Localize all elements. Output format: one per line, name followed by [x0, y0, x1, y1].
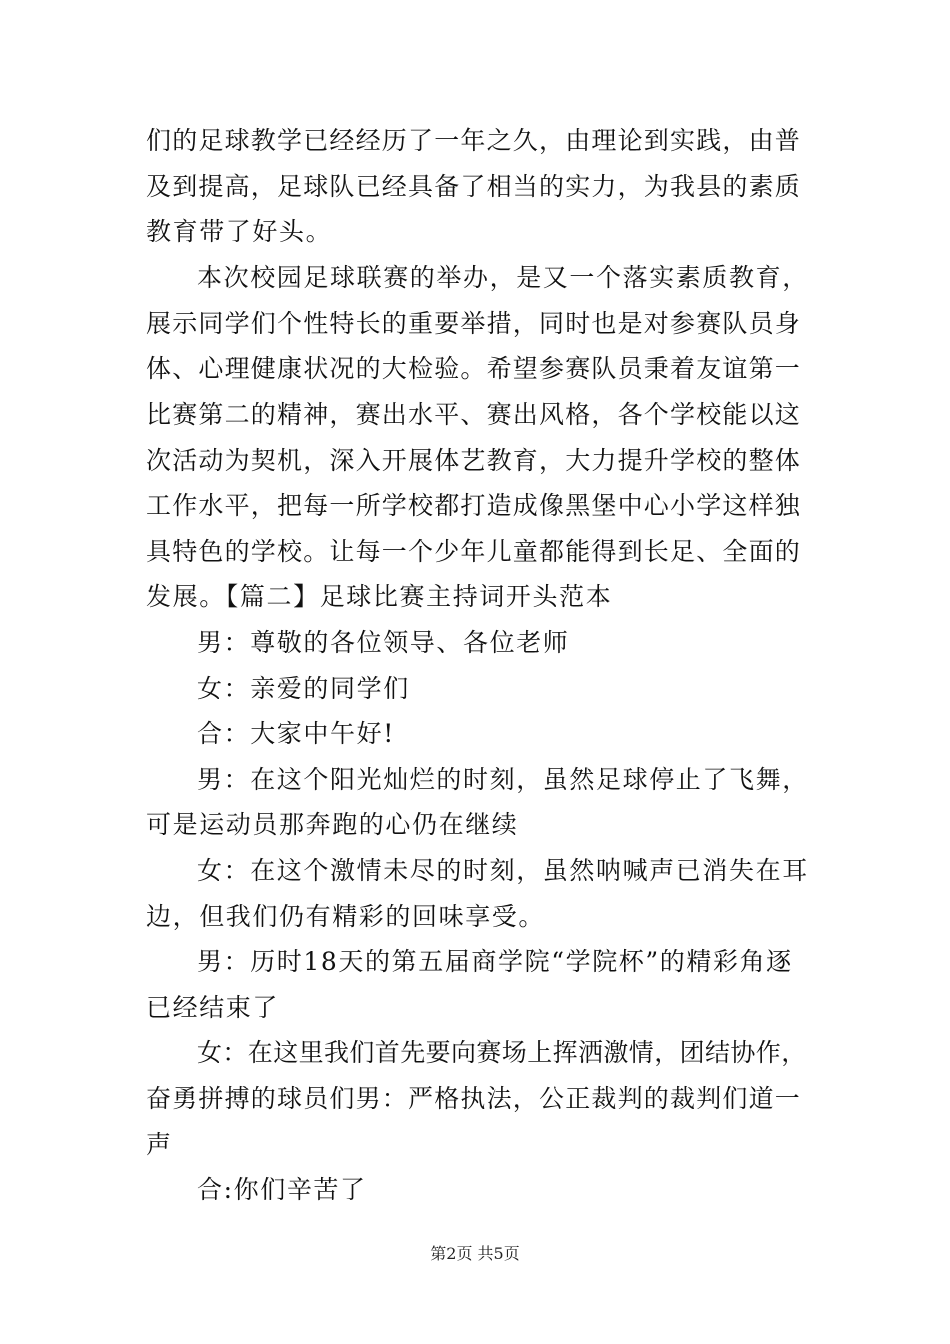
text-line: 及到提高，足球队已经具备了相当的实力，为我县的素质	[146, 172, 802, 201]
text-line: 男：尊敬的各位领导、各位老师	[197, 628, 570, 657]
text-line: 男：在这个阳光灿烂的时刻，虽然足球停止了飞舞，	[197, 765, 809, 794]
page-number-footer: 第2页 共5页	[430, 1244, 520, 1263]
text-line: 比赛第二的精神，赛出水平、赛出风格，各个学校能以这	[146, 400, 802, 429]
text-line: 合:你们辛苦了	[197, 1175, 367, 1204]
text-line: 女：在这里我们首先要向赛场上挥洒激情，团结协作，	[197, 1038, 807, 1067]
text-line: 男：历时18天的第五届商学院“学院杯”的精彩角逐	[197, 947, 793, 976]
text-line: 已经结束了	[146, 993, 280, 1022]
text-line: 本次校园足球联赛的举办，是又一个落实素质教育，	[197, 263, 809, 292]
text-line: 工作水平，把每一所学校都打造成像黑堡中心小学这样独	[146, 491, 802, 520]
text-line: 奋勇拼搏的球员们男：严格执法，公正裁判的裁判们道一	[146, 1084, 802, 1113]
text-line: 女：在这个激情未尽的时刻，虽然呐喊声已消失在耳	[197, 856, 809, 885]
text-line: 们的足球教学已经经历了一年之久，由理论到实践，由普	[146, 126, 802, 155]
text-line: 边，但我们仍有精彩的回味享受。	[146, 902, 546, 931]
text-line: 展示同学们个性特长的重要举措，同时也是对参赛队员身	[146, 309, 802, 338]
text-line: 发展。【篇二】足球比赛主持词开头范本	[146, 582, 613, 611]
text-line: 声	[146, 1130, 173, 1159]
text-line: 合：大家中午好!	[197, 719, 395, 748]
text-line: 体、心理健康状况的大检验。希望参赛队员秉着友谊第一	[146, 354, 802, 383]
text-line: 教育带了好头。	[146, 217, 333, 246]
text-line: 可是运动员那奔跑的心仍在继续	[146, 810, 519, 839]
text-line: 具特色的学校。让每一个少年儿童都能得到长足、全面的	[146, 537, 802, 566]
text-line: 女：亲爱的同学们	[197, 674, 410, 703]
text-line: 次活动为契机，深入开展体艺教育，大力提升学校的整体	[146, 446, 802, 475]
